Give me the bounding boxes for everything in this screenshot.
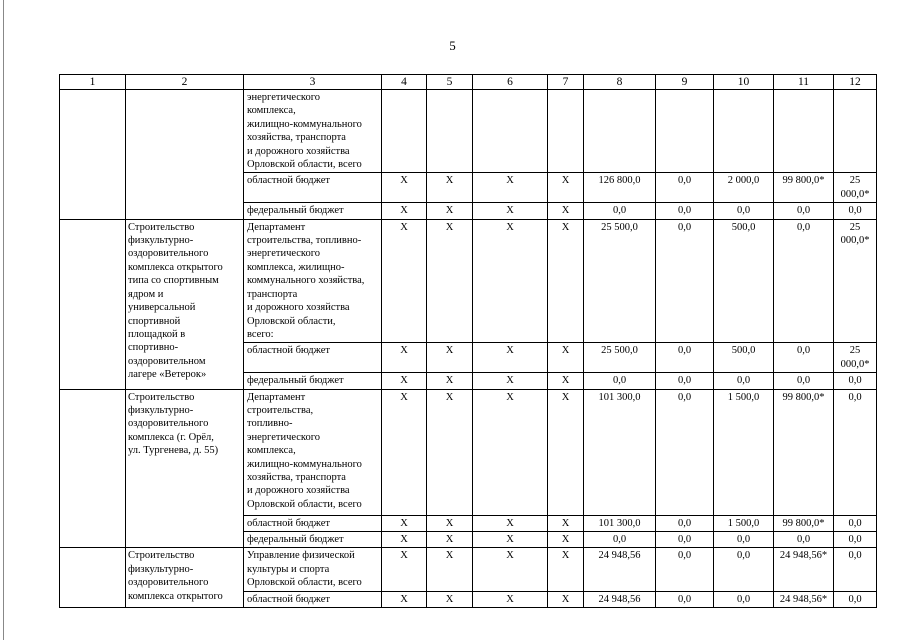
value-cell-col7: X xyxy=(548,591,584,607)
value-cell-col5: X xyxy=(427,219,473,343)
value-cell-col9: 0,0 xyxy=(656,548,714,591)
value-cell-col10: 500,0 xyxy=(714,343,774,373)
value-cell-col5: X xyxy=(427,343,473,373)
value-cell-col10: 1 500,0 xyxy=(714,389,774,515)
value-cell-col10 xyxy=(714,90,774,173)
value-cell-col7: X xyxy=(548,548,584,591)
executor-cell: энергетического комплекса, жилищно-коммунального хозяйства, транспорта и дорожного хозяйства Орловской области, всего xyxy=(244,90,382,173)
value-cell-col4: X xyxy=(382,515,427,531)
value-cell-col9: 0,0 xyxy=(656,389,714,515)
value-cell-col12: 25 000,0* xyxy=(834,173,877,203)
value-cell-col12: 0,0 xyxy=(834,531,877,547)
value-cell-col8: 24 948,56 xyxy=(584,548,656,591)
value-cell-col6: X xyxy=(473,173,548,203)
budget-source-cell: областной бюджет xyxy=(244,515,382,531)
value-cell-col8: 0,0 xyxy=(584,203,656,219)
col-header-12: 12 xyxy=(834,75,877,90)
value-cell-col5: X xyxy=(427,173,473,203)
value-cell-col5: X xyxy=(427,515,473,531)
value-cell-col9: 0,0 xyxy=(656,373,714,389)
value-cell-col9: 0,0 xyxy=(656,343,714,373)
value-cell-col6: X xyxy=(473,531,548,547)
col-header-7: 7 xyxy=(548,75,584,90)
value-cell-col9 xyxy=(656,90,714,173)
executor-cell: Управление физической культуры и спорта Орловской области, всего xyxy=(244,548,382,591)
value-cell-col10: 0,0 xyxy=(714,203,774,219)
value-cell-col12 xyxy=(834,90,877,173)
value-cell-col7: X xyxy=(548,389,584,515)
col-header-8: 8 xyxy=(584,75,656,90)
value-cell-col11: 0,0 xyxy=(774,203,834,219)
value-cell-col6: X xyxy=(473,591,548,607)
value-cell-col8: 101 300,0 xyxy=(584,389,656,515)
budget-source-cell: федеральный бюджет xyxy=(244,531,382,547)
value-cell-col6: X xyxy=(473,203,548,219)
col-header-6: 6 xyxy=(473,75,548,90)
value-cell-col9: 0,0 xyxy=(656,219,714,343)
value-cell-col8: 101 300,0 xyxy=(584,515,656,531)
col-header-4: 4 xyxy=(382,75,427,90)
value-cell-col12: 0,0 xyxy=(834,203,877,219)
value-cell-col10: 0,0 xyxy=(714,531,774,547)
activity-name-cell xyxy=(126,90,244,220)
value-cell-col12: 0,0 xyxy=(834,591,877,607)
block-main-row xyxy=(60,219,877,343)
value-cell-col9: 0,0 xyxy=(656,591,714,607)
value-cell-col11: 0,0 xyxy=(774,373,834,389)
value-cell-col11: 0,0 xyxy=(774,219,834,343)
value-cell-col10: 500,0 xyxy=(714,219,774,343)
value-cell-col4: X xyxy=(382,219,427,343)
value-cell-col4: X xyxy=(382,548,427,591)
number-cell xyxy=(60,90,126,220)
value-cell-col6: X xyxy=(473,373,548,389)
budget-source-cell: областной бюджет xyxy=(244,343,382,373)
value-cell-col8: 0,0 xyxy=(584,373,656,389)
block-main-row xyxy=(60,389,877,515)
value-cell-col10: 0,0 xyxy=(714,548,774,591)
value-cell-col11: 24 948,56* xyxy=(774,548,834,591)
value-cell-col7: X xyxy=(548,343,584,373)
col-header-10: 10 xyxy=(714,75,774,90)
value-cell-col11: 0,0 xyxy=(774,531,834,547)
value-cell-col6: X xyxy=(473,548,548,591)
value-cell-col5: X xyxy=(427,591,473,607)
value-cell-col6 xyxy=(473,90,548,173)
value-cell-col8: 126 800,0 xyxy=(584,173,656,203)
activity-name-cell: Строительство физкультурно- оздоровительного комплекса (г. Орёл, ул. Тургенева, д. 55) xyxy=(126,389,244,548)
value-cell-col4: X xyxy=(382,343,427,373)
value-cell-col7: X xyxy=(548,515,584,531)
value-cell-col11: 99 800,0* xyxy=(774,389,834,515)
value-cell-col5: X xyxy=(427,203,473,219)
budget-source-cell: федеральный бюджет xyxy=(244,203,382,219)
value-cell-col6: X xyxy=(473,515,548,531)
value-cell-col12: 0,0 xyxy=(834,373,877,389)
value-cell-col8: 24 948,56 xyxy=(584,591,656,607)
value-cell-col7 xyxy=(548,90,584,173)
col-header-11: 11 xyxy=(774,75,834,90)
value-cell-col12: 0,0 xyxy=(834,548,877,591)
value-cell-col4: X xyxy=(382,203,427,219)
value-cell-col6: X xyxy=(473,343,548,373)
value-cell-col5: X xyxy=(427,389,473,515)
page-edge-line xyxy=(3,0,4,640)
value-cell-col12: 0,0 xyxy=(834,515,877,531)
col-header-3: 3 xyxy=(244,75,382,90)
header-row xyxy=(60,75,877,90)
value-cell-col5 xyxy=(427,90,473,173)
budget-source-cell: федеральный бюджет xyxy=(244,373,382,389)
number-cell xyxy=(60,219,126,389)
value-cell-col11: 0,0 xyxy=(774,343,834,373)
executor-cell: Департамент строительства, топливно- энергетического комплекса, жилищно-коммунального хозяйства, транспорта и дорожного хозяйства Орловской области, всего xyxy=(244,389,382,515)
value-cell-col8 xyxy=(584,90,656,173)
value-cell-col9: 0,0 xyxy=(656,173,714,203)
value-cell-col5: X xyxy=(427,531,473,547)
value-cell-col11: 24 948,56* xyxy=(774,591,834,607)
value-cell-col10: 0,0 xyxy=(714,373,774,389)
value-cell-col7: X xyxy=(548,173,584,203)
value-cell-col11: 99 800,0* xyxy=(774,173,834,203)
col-header-5: 5 xyxy=(427,75,473,90)
value-cell-col11 xyxy=(774,90,834,173)
value-cell-col12: 25 000,0* xyxy=(834,343,877,373)
executor-cell: Департамент строительства, топливно- энергетического комплекса, жилищно- коммунального хозяйства, транспорта и дорожного хозяйства Орловской области, всего: xyxy=(244,219,382,343)
block-main-row xyxy=(60,90,877,173)
value-cell-col9: 0,0 xyxy=(656,203,714,219)
value-cell-col8: 25 500,0 xyxy=(584,219,656,343)
table-body xyxy=(60,75,877,608)
value-cell-col9: 0,0 xyxy=(656,531,714,547)
value-cell-col11: 99 800,0* xyxy=(774,515,834,531)
value-cell-col8: 0,0 xyxy=(584,531,656,547)
activity-name-cell: Строительство физкультурно- оздоровительного комплекса открытого типа со спортивным ядром и универсальной спортивной площадкой в спортивно- оздоровительном лагере «Ветерок» xyxy=(126,219,244,389)
value-cell-col8: 25 500,0 xyxy=(584,343,656,373)
value-cell-col6: X xyxy=(473,219,548,343)
value-cell-col7: X xyxy=(548,531,584,547)
value-cell-col5: X xyxy=(427,548,473,591)
value-cell-col10: 0,0 xyxy=(714,591,774,607)
value-cell-col7: X xyxy=(548,203,584,219)
value-cell-col4: X xyxy=(382,591,427,607)
program-table xyxy=(59,74,877,608)
col-header-9: 9 xyxy=(656,75,714,90)
value-cell-col4: X xyxy=(382,531,427,547)
number-cell xyxy=(60,389,126,548)
value-cell-col6: X xyxy=(473,389,548,515)
block-main-row xyxy=(60,548,877,591)
value-cell-col4: X xyxy=(382,389,427,515)
value-cell-col9: 0,0 xyxy=(656,515,714,531)
value-cell-col4: X xyxy=(382,173,427,203)
activity-name-cell: Строительство физкультурно- оздоровительного комплекса открытого xyxy=(126,548,244,608)
col-header-1: 1 xyxy=(60,75,126,90)
value-cell-col7: X xyxy=(548,219,584,343)
budget-source-cell: областной бюджет xyxy=(244,173,382,203)
value-cell-col10: 2 000,0 xyxy=(714,173,774,203)
page-number: 5 xyxy=(449,38,456,53)
budget-source-cell: областной бюджет xyxy=(244,591,382,607)
value-cell-col7: X xyxy=(548,373,584,389)
value-cell-col4 xyxy=(382,90,427,173)
value-cell-col12: 0,0 xyxy=(834,389,877,515)
value-cell-col12: 25 000,0* xyxy=(834,219,877,343)
value-cell-col4: X xyxy=(382,373,427,389)
number-cell xyxy=(60,548,126,608)
value-cell-col5: X xyxy=(427,373,473,389)
col-header-2: 2 xyxy=(126,75,244,90)
value-cell-col10: 1 500,0 xyxy=(714,515,774,531)
